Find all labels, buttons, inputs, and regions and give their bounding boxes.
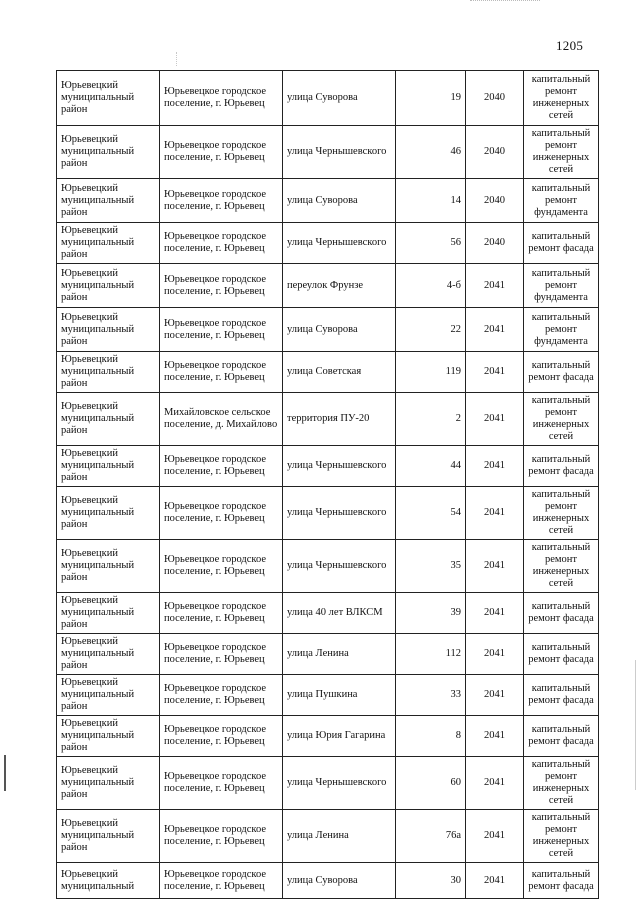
work-type-cell: капитальный ремонт фундамента: [524, 264, 599, 308]
settlement-cell: Юрьевецкое городское поселение, г. Юрьевец: [160, 757, 283, 810]
planned-year-cell: 2041: [466, 264, 524, 308]
district-cell: Юрьевецкий муниципальный район: [57, 352, 160, 393]
planned-year-cell: 2041: [466, 352, 524, 393]
table-row: [57, 716, 599, 757]
table-row: [57, 264, 599, 308]
street-cell: улица Чернышевского: [283, 757, 396, 810]
settlement-cell: Юрьевецкое городское поселение, г. Юрьевец: [160, 540, 283, 593]
house-number-cell: 60: [396, 757, 466, 810]
planned-year-cell: 2041: [466, 675, 524, 716]
settlement-cell: Юрьевецкое городское поселение, г. Юрьевец: [160, 487, 283, 540]
table-body: [57, 71, 599, 899]
house-number-cell: 44: [396, 446, 466, 487]
settlement-cell: Юрьевецкое городское поселение, г. Юрьевец: [160, 810, 283, 863]
planned-year-cell: 2041: [466, 393, 524, 446]
district-cell: Юрьевецкий муниципальный район: [57, 446, 160, 487]
planned-year-cell: 2041: [466, 308, 524, 352]
settlement-cell: Юрьевецкое городское поселение, г. Юрьевец: [160, 308, 283, 352]
planned-year-cell: 2041: [466, 810, 524, 863]
street-cell: улица Суворова: [283, 863, 396, 899]
table-row: [57, 675, 599, 716]
settlement-cell: Юрьевецкое городское поселение, г. Юрьевец: [160, 863, 283, 899]
house-number-cell: 76а: [396, 810, 466, 863]
table-row: [57, 634, 599, 675]
district-cell: Юрьевецкий муниципальный район: [57, 540, 160, 593]
house-number-cell: 19: [396, 71, 466, 126]
table-row: [57, 863, 599, 899]
street-cell: улица Ленина: [283, 634, 396, 675]
house-number-cell: 35: [396, 540, 466, 593]
district-cell: Юрьевецкий муниципальный район: [57, 716, 160, 757]
street-cell: улица 40 лет ВЛКСМ: [283, 593, 396, 634]
page-number: 1205: [556, 38, 584, 53]
street-cell: улица Чернышевского: [283, 446, 396, 487]
house-number-cell: 46: [396, 126, 466, 179]
settlement-cell: Юрьевецкое городское поселение, г. Юрьевец: [160, 126, 283, 179]
planned-year-cell: 2041: [466, 487, 524, 540]
table-row: [57, 446, 599, 487]
table-row: [57, 126, 599, 179]
house-number-cell: 56: [396, 223, 466, 264]
house-number-cell: 33: [396, 675, 466, 716]
work-type-cell: капитальный ремонт инженерных сетей: [524, 487, 599, 540]
planned-year-cell: 2040: [466, 71, 524, 126]
house-number-cell: 119: [396, 352, 466, 393]
house-number-cell: 54: [396, 487, 466, 540]
district-cell: Юрьевецкий муниципальный район: [57, 223, 160, 264]
district-cell: Юрьевецкий муниципальный район: [57, 126, 160, 179]
work-type-cell: капитальный ремонт фасада: [524, 634, 599, 675]
planned-year-cell: 2040: [466, 179, 524, 223]
house-number-cell: 39: [396, 593, 466, 634]
street-cell: улица Суворова: [283, 308, 396, 352]
house-number-cell: 22: [396, 308, 466, 352]
house-number-cell: 4-б: [396, 264, 466, 308]
planned-year-cell: 2041: [466, 716, 524, 757]
street-cell: улица Чернышевского: [283, 540, 396, 593]
planned-year-cell: 2041: [466, 593, 524, 634]
district-cell: Юрьевецкий муниципальный район: [57, 675, 160, 716]
scan-edge-mark: [470, 0, 540, 4]
street-cell: улица Юрия Гагарина: [283, 716, 396, 757]
table-row: [57, 393, 599, 446]
scan-margin-bar: [4, 755, 6, 791]
work-type-cell: капитальный ремонт инженерных сетей: [524, 540, 599, 593]
table-row: [57, 593, 599, 634]
settlement-cell: Юрьевецкое городское поселение, г. Юрьевец: [160, 71, 283, 126]
settlement-cell: Юрьевецкое городское поселение, г. Юрьевец: [160, 593, 283, 634]
settlement-cell: Юрьевецкое городское поселение, г. Юрьевец: [160, 264, 283, 308]
work-type-cell: капитальный ремонт фасада: [524, 593, 599, 634]
district-cell: Юрьевецкий муниципальный: [57, 863, 160, 899]
work-type-cell: капитальный ремонт фундамента: [524, 308, 599, 352]
planned-year-cell: 2041: [466, 540, 524, 593]
street-cell: улица Ленина: [283, 810, 396, 863]
planned-year-cell: 2040: [466, 126, 524, 179]
settlement-cell: Юрьевецкое городское поселение, г. Юрьевец: [160, 716, 283, 757]
planned-year-cell: 2040: [466, 223, 524, 264]
table-row: [57, 308, 599, 352]
work-type-cell: капитальный ремонт фасада: [524, 352, 599, 393]
work-type-cell: капитальный ремонт инженерных сетей: [524, 757, 599, 810]
table-row: [57, 223, 599, 264]
work-type-cell: капитальный ремонт инженерных сетей: [524, 393, 599, 446]
district-cell: Юрьевецкий муниципальный район: [57, 634, 160, 675]
settlement-cell: Юрьевецкое городское поселение, г. Юрьевец: [160, 634, 283, 675]
street-cell: улица Чернышевского: [283, 223, 396, 264]
settlement-cell: Юрьевецкое городское поселение, г. Юрьевец: [160, 179, 283, 223]
work-type-cell: капитальный ремонт инженерных сетей: [524, 71, 599, 126]
work-type-cell: капитальный ремонт фасада: [524, 716, 599, 757]
table-row: [57, 540, 599, 593]
district-cell: Юрьевецкий муниципальный район: [57, 393, 160, 446]
street-cell: улица Чернышевского: [283, 487, 396, 540]
settlement-cell: Юрьевецкое городское поселение, г. Юрьевец: [160, 223, 283, 264]
planned-year-cell: 2041: [466, 446, 524, 487]
settlement-cell: Юрьевецкое городское поселение, г. Юрьевец: [160, 446, 283, 487]
district-cell: Юрьевецкий муниципальный район: [57, 308, 160, 352]
street-cell: улица Чернышевского: [283, 126, 396, 179]
table-row: [57, 757, 599, 810]
district-cell: Юрьевецкий муниципальный район: [57, 487, 160, 540]
repair-schedule-table: [56, 70, 599, 899]
scan-dot-mark: [176, 52, 178, 66]
settlement-cell: Юрьевецкое городское поселение, г. Юрьевец: [160, 675, 283, 716]
table-row: [57, 179, 599, 223]
work-type-cell: капитальный ремонт фундамента: [524, 179, 599, 223]
table-row: [57, 810, 599, 863]
street-cell: переулок Фрунзе: [283, 264, 396, 308]
work-type-cell: капитальный ремонт фасада: [524, 223, 599, 264]
street-cell: улица Советская: [283, 352, 396, 393]
district-cell: Юрьевецкий муниципальный район: [57, 264, 160, 308]
street-cell: улица Суворова: [283, 179, 396, 223]
district-cell: Юрьевецкий муниципальный район: [57, 757, 160, 810]
work-type-cell: капитальный ремонт фасада: [524, 446, 599, 487]
district-cell: Юрьевецкий муниципальный район: [57, 593, 160, 634]
house-number-cell: 30: [396, 863, 466, 899]
work-type-cell: капитальный ремонт инженерных сетей: [524, 810, 599, 863]
work-type-cell: капитальный ремонт фасада: [524, 675, 599, 716]
scan-right-edge: [635, 660, 636, 790]
table-row: [57, 352, 599, 393]
settlement-cell: Михайловское сельское поселение, д. Михайлово: [160, 393, 283, 446]
street-cell: улица Суворова: [283, 71, 396, 126]
house-number-cell: 8: [396, 716, 466, 757]
settlement-cell: Юрьевецкое городское поселение, г. Юрьевец: [160, 352, 283, 393]
table-row: [57, 71, 599, 126]
planned-year-cell: 2041: [466, 863, 524, 899]
planned-year-cell: 2041: [466, 634, 524, 675]
street-cell: территория ПУ-20: [283, 393, 396, 446]
house-number-cell: 112: [396, 634, 466, 675]
district-cell: Юрьевецкий муниципальный район: [57, 810, 160, 863]
work-type-cell: капитальный ремонт фасада: [524, 863, 599, 899]
house-number-cell: 2: [396, 393, 466, 446]
work-type-cell: капитальный ремонт инженерных сетей: [524, 126, 599, 179]
district-cell: Юрьевецкий муниципальный район: [57, 179, 160, 223]
table-row: [57, 487, 599, 540]
district-cell: Юрьевецкий муниципальный район: [57, 71, 160, 126]
house-number-cell: 14: [396, 179, 466, 223]
street-cell: улица Пушкина: [283, 675, 396, 716]
planned-year-cell: 2041: [466, 757, 524, 810]
